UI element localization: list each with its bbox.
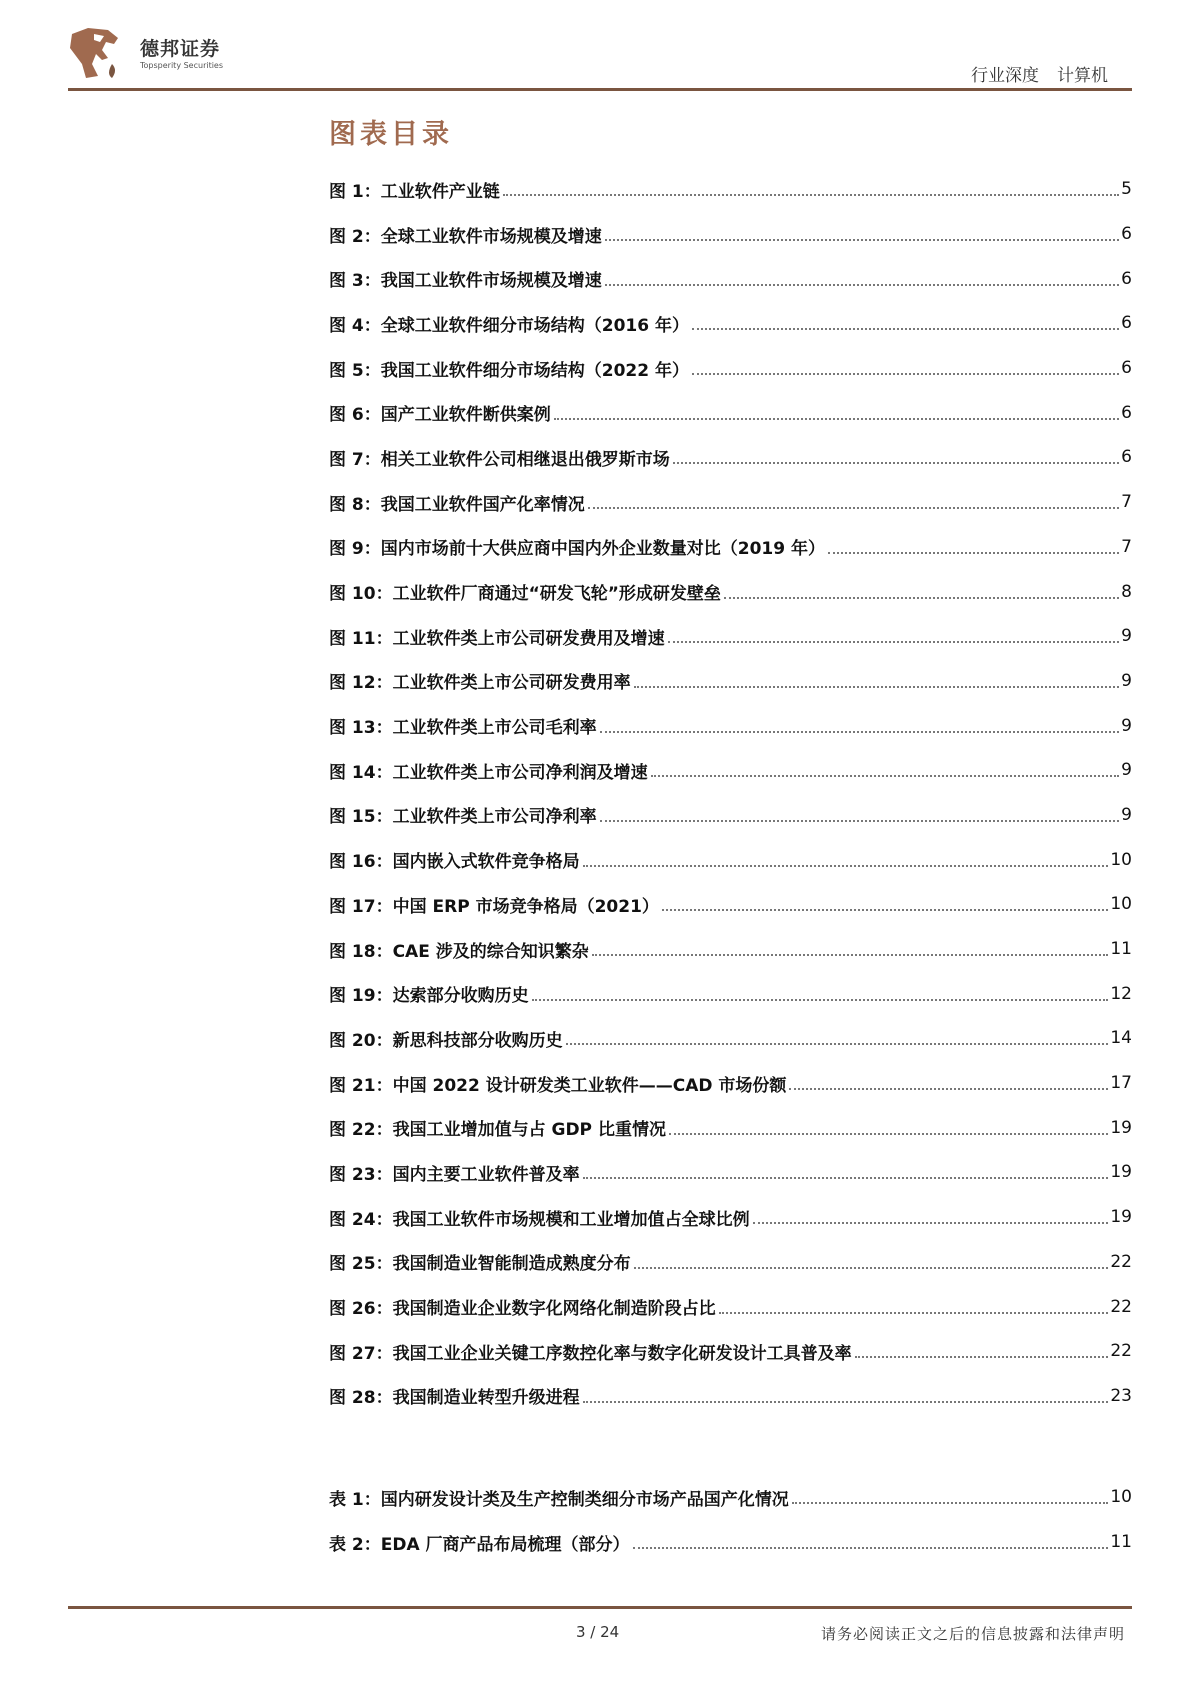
dot-leader [668, 641, 1120, 643]
entry-page: 9 [1121, 670, 1132, 691]
entry-number: 图 18： [329, 941, 393, 962]
table-list [329, 1475, 1132, 1564]
dot-leader [554, 418, 1119, 420]
table-entry [329, 1520, 1132, 1565]
entry-number: 表 2： [329, 1534, 381, 1555]
dot-leader [692, 373, 1119, 375]
logo-name-cn: 德邦证券 [140, 38, 221, 60]
entry-number: 图 21： [329, 1075, 393, 1096]
entry-number: 图 19： [329, 986, 393, 1007]
figure-entry [329, 569, 1132, 614]
figure-entry [329, 659, 1132, 704]
entry-number: 图 1： [329, 181, 381, 202]
figure-entry [329, 971, 1132, 1016]
entry-number: 图 12： [329, 673, 393, 694]
figure-entry [329, 748, 1132, 793]
entry-page: 9 [1121, 715, 1132, 736]
entry-page: 10 [1110, 894, 1132, 915]
dot-leader [633, 1547, 1109, 1549]
figure-entry [329, 1240, 1132, 1285]
entry-page: 17 [1110, 1073, 1132, 1094]
dot-leader [605, 284, 1119, 286]
entry-number: 图 24： [329, 1209, 393, 1230]
logo-name-en: Topsperity Securities [140, 61, 224, 70]
entry-title: 国产工业软件断供案例 [380, 405, 551, 426]
entry-page: 7 [1121, 492, 1132, 513]
entry-number: 图 17： [329, 896, 393, 917]
figure-entry [329, 927, 1132, 972]
dot-leader [789, 1088, 1108, 1090]
entry-page: 11 [1110, 1532, 1132, 1553]
dot-leader [651, 775, 1120, 777]
figure-entry [329, 1329, 1132, 1374]
figure-entry [329, 212, 1132, 257]
entry-number: 图 2： [329, 226, 381, 247]
entry-number: 图 14： [329, 762, 393, 783]
entry-number: 图 6： [329, 405, 381, 426]
entry-page: 19 [1110, 1117, 1132, 1138]
dot-leader [503, 194, 1119, 196]
figure-entry [329, 882, 1132, 927]
figure-entry [329, 525, 1132, 570]
entry-number: 图 27： [329, 1343, 393, 1364]
entry-title: 中国 ERP 市场竞争格局（2021） [392, 896, 659, 917]
entry-number: 图 16： [329, 852, 393, 873]
entry-title: 相关工业软件公司相继退出俄罗斯市场 [380, 449, 670, 470]
entry-page: 19 [1110, 1162, 1132, 1183]
figure-entry [329, 167, 1132, 212]
dot-leader [600, 820, 1120, 822]
figure-entry [329, 1061, 1132, 1106]
entry-page: 9 [1121, 626, 1132, 647]
entry-title: 工业软件类上市公司净利润及增速 [392, 762, 648, 783]
entry-page: 6 [1121, 268, 1132, 289]
dot-leader [662, 909, 1108, 911]
entry-title: 国内市场前十大供应商中国内外企业数量对比（2019 年） [380, 539, 825, 560]
dot-leader [600, 731, 1120, 733]
entry-number: 图 26： [329, 1299, 393, 1320]
entry-title: 达索部分收购历史 [392, 986, 529, 1007]
legal-disclaimer: 请务必阅读正文之后的信息披露和法律声明 [820, 1625, 1125, 1643]
entry-page: 9 [1121, 804, 1132, 825]
figure-entry [329, 1105, 1132, 1150]
entry-page: 12 [1110, 983, 1132, 1004]
entry-page: 10 [1110, 849, 1132, 870]
dot-leader [792, 1502, 1109, 1504]
entry-page: 10 [1110, 1487, 1132, 1508]
logo-emblem-icon [68, 24, 124, 82]
entry-title: 我国工业增加值与占 GDP 比重情况 [392, 1120, 666, 1141]
entry-number: 图 23： [329, 1164, 393, 1185]
entry-page: 6 [1121, 358, 1132, 379]
entry-title: 全球工业软件细分市场结构（2016 年） [380, 315, 689, 336]
figure-entry [329, 435, 1132, 480]
dot-leader [566, 1043, 1109, 1045]
entry-title: 全球工业软件市场规模及增速 [380, 226, 602, 247]
entry-page: 8 [1121, 581, 1132, 602]
dot-leader [592, 954, 1109, 956]
figure-entry [329, 390, 1132, 435]
header-divider [68, 88, 1132, 91]
dot-leader [692, 328, 1119, 330]
entry-number: 表 1： [329, 1489, 381, 1510]
entry-title: 工业软件产业链 [380, 181, 500, 202]
entry-title: 中国 2022 设计研发类工业软件——CAD 市场份额 [392, 1075, 787, 1096]
entry-title: 国内嵌入式软件竞争格局 [392, 852, 580, 873]
entry-title: 我国制造业转型升级进程 [392, 1388, 580, 1409]
figure-entry [329, 1016, 1132, 1061]
entry-title: EDA 厂商产品布局梳理（部分） [380, 1534, 630, 1555]
figure-entry [329, 301, 1132, 346]
entry-number: 图 13： [329, 718, 393, 739]
entry-title: 我国工业软件细分市场结构（2022 年） [380, 360, 689, 381]
figure-entry [329, 1374, 1132, 1419]
dot-leader [605, 239, 1119, 241]
entry-title: 工业软件厂商通过“研发飞轮”形成研发壁垒 [392, 584, 721, 605]
entry-page: 19 [1110, 1207, 1132, 1228]
company-logo [68, 24, 238, 82]
entry-title: 我国工业软件市场规模和工业增加值占全球比例 [392, 1209, 750, 1230]
entry-page: 14 [1110, 1028, 1132, 1049]
dot-leader [828, 552, 1119, 554]
entry-title: 国内主要工业软件普及率 [392, 1164, 580, 1185]
entry-page: 6 [1121, 447, 1132, 468]
table-entry [329, 1475, 1132, 1520]
entry-number: 图 11： [329, 628, 393, 649]
entry-number: 图 3： [329, 271, 381, 292]
entry-number: 图 25： [329, 1254, 393, 1275]
dot-leader [588, 507, 1119, 509]
figure-entry [329, 256, 1132, 301]
entry-page: 23 [1110, 1385, 1132, 1406]
entry-page: 9 [1121, 760, 1132, 781]
entry-title: 工业软件类上市公司研发费用及增速 [392, 628, 665, 649]
entry-title: 我国制造业企业数字化网络化制造阶段占比 [392, 1299, 716, 1320]
entry-number: 图 5： [329, 360, 381, 381]
entry-title: 工业软件类上市公司净利率 [392, 807, 597, 828]
figure-entry [329, 1284, 1132, 1329]
dot-leader [855, 1356, 1109, 1358]
figure-entry [329, 703, 1132, 748]
entry-title: 我国制造业智能制造成熟度分布 [392, 1254, 631, 1275]
entry-number: 图 4： [329, 315, 381, 336]
figure-entry [329, 614, 1132, 659]
entry-page: 11 [1110, 939, 1132, 960]
dot-leader [583, 1177, 1109, 1179]
entry-title: 我国工业软件国产化率情况 [380, 494, 585, 515]
dot-leader [583, 1401, 1109, 1403]
dot-leader [719, 1312, 1109, 1314]
report-category [971, 61, 1108, 86]
figure-list [329, 167, 1132, 1418]
entry-title: 国内研发设计类及生产控制类细分市场产品国产化情况 [380, 1489, 789, 1510]
entry-page: 6 [1121, 224, 1132, 245]
industry-label: 计算机 [1057, 66, 1108, 86]
dot-leader [724, 597, 1119, 599]
dot-leader [583, 865, 1109, 867]
report-type-label: 行业深度 [971, 66, 1039, 86]
entry-title: 工业软件类上市公司毛利率 [392, 718, 597, 739]
figure-entry [329, 1150, 1132, 1195]
entry-number: 图 15： [329, 807, 393, 828]
page-number: 3 / 24 [576, 1623, 620, 1641]
entry-title: 我国工业软件市场规模及增速 [380, 271, 602, 292]
entry-number: 图 10： [329, 584, 393, 605]
entry-page: 7 [1121, 536, 1132, 557]
dot-leader [532, 999, 1109, 1001]
entry-title: 工业软件类上市公司研发费用率 [392, 673, 631, 694]
figure-entry [329, 480, 1132, 525]
dot-leader [669, 1133, 1108, 1135]
entry-page: 5 [1121, 179, 1132, 200]
entry-page: 22 [1110, 1251, 1132, 1272]
entry-number: 图 20： [329, 1030, 393, 1051]
dot-leader [753, 1222, 1109, 1224]
entry-title: 我国工业企业关键工序数控化率与数字化研发设计工具普及率 [392, 1343, 852, 1364]
entry-page: 6 [1121, 402, 1132, 423]
figure-entry [329, 1195, 1132, 1240]
dot-leader [673, 462, 1119, 464]
figure-entry [329, 346, 1132, 391]
entry-number: 图 9： [329, 539, 381, 560]
figure-entry [329, 793, 1132, 838]
entry-page: 22 [1110, 1296, 1132, 1317]
entry-number: 图 22： [329, 1120, 393, 1141]
entry-page: 6 [1121, 313, 1132, 334]
entry-page: 22 [1110, 1341, 1132, 1362]
figure-entry [329, 837, 1132, 882]
entry-title: 新思科技部分收购历史 [392, 1030, 563, 1051]
entry-number: 图 8： [329, 494, 381, 515]
footer-divider [68, 1606, 1132, 1609]
entry-number: 图 7： [329, 449, 381, 470]
page-title: 图表目录 [329, 119, 453, 150]
dot-leader [634, 686, 1120, 688]
entry-title: CAE 涉及的综合知识繁杂 [392, 941, 589, 962]
dot-leader [634, 1267, 1109, 1269]
entry-number: 图 28： [329, 1388, 393, 1409]
